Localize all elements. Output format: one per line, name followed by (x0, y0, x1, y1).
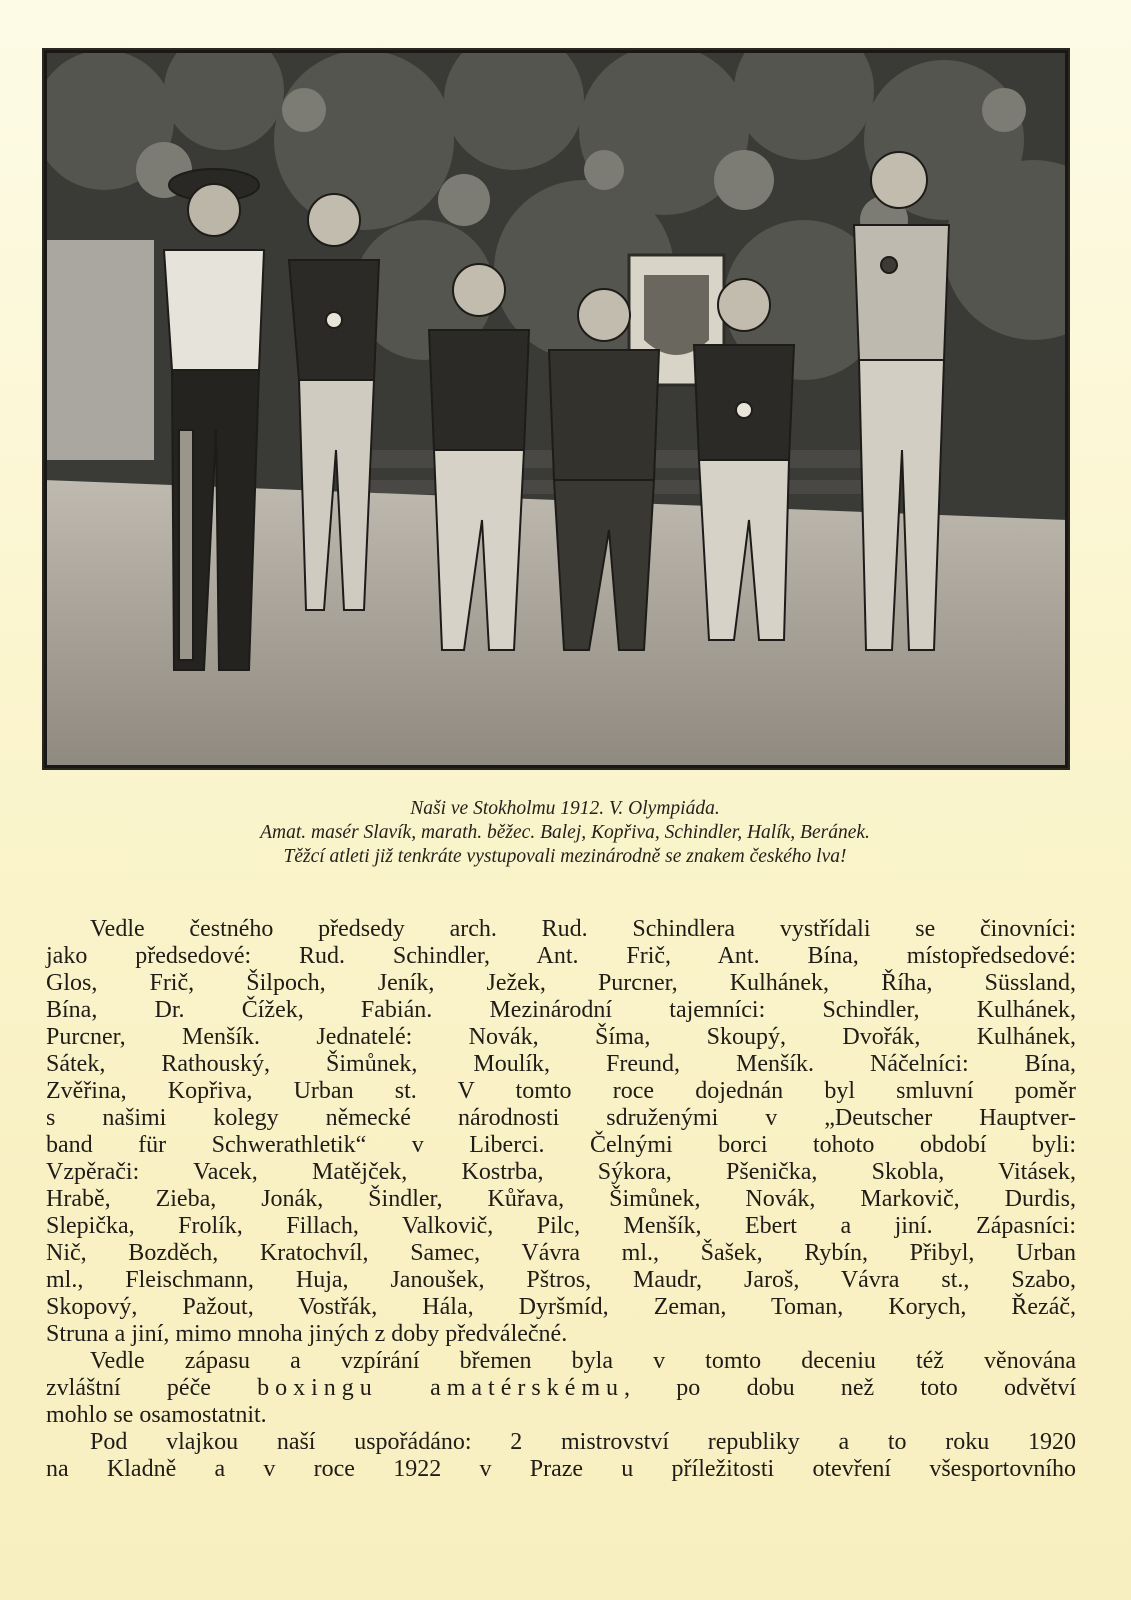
text-line: Purcner, Menšík. Jednatelé: Novák, Šíma, Skoupý, Dvořák, Kulhánek, (46, 1024, 1076, 1050)
text-line: na Kladně a v roce 1922 v Praze u příležitosti otevření všesportovního (46, 1456, 1076, 1482)
text-line: Vzpěrači: Vacek, Matějček, Kostrba, Sýkora, Pšenička, Skobla, Vitásek, (46, 1159, 1076, 1185)
spaced-emphasis: boxingu amatérskému (257, 1375, 625, 1401)
text-line: Bína, Dr. Čížek, Fabián. Mezinárodní tajemníci: Schindler, Kulhánek, (46, 997, 1076, 1023)
text-line: s našimi kolegy německé národnosti sdruženými v „Deutscher Hauptver- (46, 1105, 1076, 1131)
text-line: Glos, Frič, Šilpoch, Jeník, Ježek, Purcner, Kulhánek, Říha, Süssland, (46, 970, 1076, 996)
text-line: jako předsedové: Rud. Schindler, Ant. Frič, Ant. Bína, místopředsedové: (46, 943, 1076, 969)
caption-names: Amat. masér Slavík, marath. běžec. Balej, Kopřiva, Schindler, Halík, Beránek. (260, 822, 870, 843)
text-line: band für Schwerathletik“ v Liberci. Čelnými borci tohoto období byli: (46, 1132, 1076, 1158)
caption-note: Těžcí atleti již tenkráte vystupovali mezinárodně se znakem českého lva! (283, 846, 847, 867)
caption-title: Naši ve Stokholmu 1912. V. Olympiáda. (410, 798, 720, 819)
photo-illustration (44, 50, 1068, 768)
text-line: Zvěřina, Kopřiva, Urban st. V tomto roce dojednán byl smluvní poměr (46, 1078, 1076, 1104)
photo-caption (60, 797, 1070, 869)
text-segment: , po dobu než toto odvětví (624, 1375, 1076, 1401)
text-segment: zvláštní péče (46, 1375, 258, 1401)
text-line: mohlo se osamostatnit. (46, 1402, 267, 1428)
text-line: Vedle čestného předsedy arch. Rud. Schindlera vystřídali se činovníci: (90, 916, 1076, 942)
text-line: Struna a jiní, mimo mnoha jiných z doby předválečné. (46, 1321, 568, 1347)
text-line: Pod vlajkou naší uspořádáno: 2 mistrovství republiky a to roku 1920 (90, 1429, 1076, 1455)
text-line: Vedle zápasu a vzpírání břemen byla v tomto deceniu též věnována (90, 1348, 1076, 1374)
team-photograph (42, 48, 1070, 770)
text-line: Nič, Bozděch, Kratochvíl, Samec, Vávra ml., Šašek, Rybín, Přibyl, Urban (46, 1240, 1076, 1266)
text-line: Skopový, Pažout, Vostřák, Hála, Dyršmíd, Zeman, Toman, Korych, Řezáč, (46, 1294, 1076, 1320)
text-line: Sátek, Rathouský, Šimůnek, Moulík, Freund, Menšík. Náčelníci: Bína, (46, 1051, 1076, 1077)
article-body (46, 916, 1076, 1483)
text-line-boxing (46, 1375, 1076, 1402)
text-line: ml., Fleischmann, Huja, Janoušek, Pštros, Maudr, Jaroš, Vávra st., Szabo, (46, 1267, 1076, 1293)
text-line: Slepička, Frolík, Fillach, Valkovič, Pilc, Menšík, Ebert a jiní. Zápasníci: (46, 1213, 1076, 1239)
text-line: Hrabě, Zieba, Jonák, Šindler, Kůřava, Šimůnek, Novák, Markovič, Durdis, (46, 1186, 1076, 1212)
